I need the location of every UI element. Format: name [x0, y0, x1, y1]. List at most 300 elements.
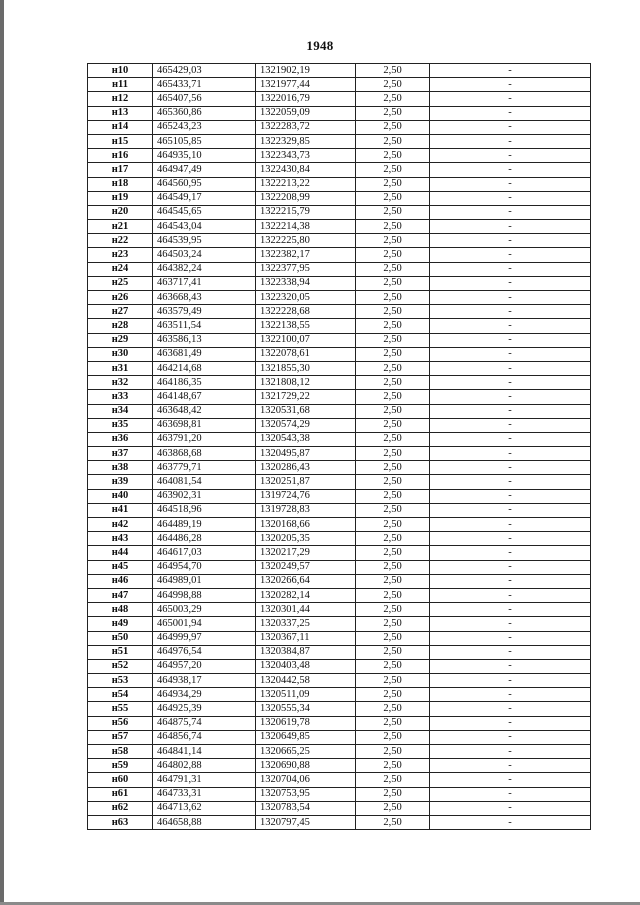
accuracy-cell: 2,50 [356, 248, 430, 262]
accuracy-cell: 2,50 [356, 361, 430, 375]
note-cell: - [430, 617, 591, 631]
accuracy-cell: 2,50 [356, 745, 430, 759]
y-coordinate-cell: 1320367,11 [256, 631, 356, 645]
accuracy-cell: 2,50 [356, 588, 430, 602]
y-coordinate-cell: 1320753,95 [256, 787, 356, 801]
y-coordinate-cell: 1322228,68 [256, 305, 356, 319]
accuracy-cell: 2,50 [356, 560, 430, 574]
x-coordinate-cell: 463579,49 [153, 305, 256, 319]
y-coordinate-cell: 1322208,99 [256, 191, 356, 205]
note-cell: - [430, 163, 591, 177]
note-cell: - [430, 546, 591, 560]
note-cell: - [430, 588, 591, 602]
x-coordinate-cell: 464382,24 [153, 262, 256, 276]
point-id-cell: н54 [88, 688, 153, 702]
y-coordinate-cell: 1321855,30 [256, 361, 356, 375]
table-row [88, 815, 591, 829]
y-coordinate-cell: 1320511,09 [256, 688, 356, 702]
x-coordinate-cell: 464925,39 [153, 702, 256, 716]
accuracy-cell: 2,50 [356, 291, 430, 305]
point-id-cell: н21 [88, 220, 153, 234]
y-coordinate-cell: 1322138,55 [256, 319, 356, 333]
table-row [88, 759, 591, 773]
x-coordinate-cell: 464791,31 [153, 773, 256, 787]
note-cell: - [430, 149, 591, 163]
table-row [88, 801, 591, 815]
accuracy-cell: 2,50 [356, 674, 430, 688]
point-id-cell: н19 [88, 191, 153, 205]
table-row [88, 262, 591, 276]
note-cell: - [430, 319, 591, 333]
point-id-cell: н45 [88, 560, 153, 574]
point-id-cell: н10 [88, 64, 153, 78]
table-row [88, 503, 591, 517]
point-id-cell: н63 [88, 815, 153, 829]
note-cell: - [430, 787, 591, 801]
accuracy-cell: 2,50 [356, 163, 430, 177]
note-cell: - [430, 475, 591, 489]
table-row [88, 645, 591, 659]
point-id-cell: н49 [88, 617, 153, 631]
note-cell: - [430, 532, 591, 546]
x-coordinate-cell: 464503,24 [153, 248, 256, 262]
table-row [88, 659, 591, 673]
x-coordinate-cell: 464934,29 [153, 688, 256, 702]
point-id-cell: н25 [88, 276, 153, 290]
table-row [88, 78, 591, 92]
y-coordinate-cell: 1320704,06 [256, 773, 356, 787]
table-row [88, 120, 591, 134]
point-id-cell: н53 [88, 674, 153, 688]
point-id-cell: н17 [88, 163, 153, 177]
y-coordinate-cell: 1321977,44 [256, 78, 356, 92]
x-coordinate-cell: 464733,31 [153, 787, 256, 801]
accuracy-cell: 2,50 [356, 418, 430, 432]
accuracy-cell: 2,50 [356, 461, 430, 475]
y-coordinate-cell: 1320217,29 [256, 546, 356, 560]
table-row [88, 347, 591, 361]
y-coordinate-cell: 1322320,05 [256, 291, 356, 305]
y-coordinate-cell: 1320531,68 [256, 404, 356, 418]
y-coordinate-cell: 1321729,22 [256, 390, 356, 404]
y-coordinate-cell: 1320251,87 [256, 475, 356, 489]
accuracy-cell: 2,50 [356, 716, 430, 730]
point-id-cell: н13 [88, 106, 153, 120]
accuracy-cell: 2,50 [356, 518, 430, 532]
table-row [88, 134, 591, 148]
point-id-cell: н24 [88, 262, 153, 276]
y-coordinate-cell: 1320495,87 [256, 447, 356, 461]
accuracy-cell: 2,50 [356, 319, 430, 333]
accuracy-cell: 2,50 [356, 787, 430, 801]
accuracy-cell: 2,50 [356, 305, 430, 319]
note-cell: - [430, 333, 591, 347]
note-cell: - [430, 276, 591, 290]
accuracy-cell: 2,50 [356, 574, 430, 588]
table-row [88, 191, 591, 205]
note-cell: - [430, 376, 591, 390]
y-coordinate-cell: 1322016,79 [256, 92, 356, 106]
accuracy-cell: 2,50 [356, 645, 430, 659]
point-id-cell: н22 [88, 234, 153, 248]
x-coordinate-cell: 465105,85 [153, 134, 256, 148]
note-cell: - [430, 205, 591, 219]
x-coordinate-cell: 464518,96 [153, 503, 256, 517]
accuracy-cell: 2,50 [356, 149, 430, 163]
y-coordinate-cell: 1320266,64 [256, 574, 356, 588]
point-id-cell: н44 [88, 546, 153, 560]
note-cell: - [430, 234, 591, 248]
table-row [88, 220, 591, 234]
note-cell: - [430, 177, 591, 191]
table-row [88, 319, 591, 333]
point-id-cell: н46 [88, 574, 153, 588]
point-id-cell: н11 [88, 78, 153, 92]
table-row [88, 773, 591, 787]
note-cell: - [430, 248, 591, 262]
note-cell: - [430, 759, 591, 773]
table-row [88, 234, 591, 248]
y-coordinate-cell: 1320574,29 [256, 418, 356, 432]
note-cell: - [430, 390, 591, 404]
x-coordinate-cell: 464549,17 [153, 191, 256, 205]
y-coordinate-cell: 1322338,94 [256, 276, 356, 290]
accuracy-cell: 2,50 [356, 688, 430, 702]
note-cell: - [430, 773, 591, 787]
x-coordinate-cell: 465360,86 [153, 106, 256, 120]
x-coordinate-cell: 463791,20 [153, 432, 256, 446]
accuracy-cell: 2,50 [356, 730, 430, 744]
x-coordinate-cell: 463868,68 [153, 447, 256, 461]
note-cell: - [430, 645, 591, 659]
accuracy-cell: 2,50 [356, 432, 430, 446]
y-coordinate-cell: 1322343,73 [256, 149, 356, 163]
point-id-cell: н55 [88, 702, 153, 716]
accuracy-cell: 2,50 [356, 376, 430, 390]
y-coordinate-cell: 1319728,83 [256, 503, 356, 517]
accuracy-cell: 2,50 [356, 92, 430, 106]
x-coordinate-cell: 465243,23 [153, 120, 256, 134]
table-row [88, 333, 591, 347]
x-coordinate-cell: 464486,28 [153, 532, 256, 546]
point-id-cell: н48 [88, 603, 153, 617]
table-row [88, 276, 591, 290]
accuracy-cell: 2,50 [356, 120, 430, 134]
accuracy-cell: 2,50 [356, 106, 430, 120]
x-coordinate-cell: 464545,65 [153, 205, 256, 219]
note-cell: - [430, 106, 591, 120]
x-coordinate-cell: 463717,41 [153, 276, 256, 290]
note-cell: - [430, 489, 591, 503]
note-cell: - [430, 291, 591, 305]
x-coordinate-cell: 465001,94 [153, 617, 256, 631]
table-row [88, 177, 591, 191]
point-id-cell: н57 [88, 730, 153, 744]
point-id-cell: н39 [88, 475, 153, 489]
y-coordinate-cell: 1322059,09 [256, 106, 356, 120]
point-id-cell: н59 [88, 759, 153, 773]
y-coordinate-cell: 1320543,38 [256, 432, 356, 446]
point-id-cell: н12 [88, 92, 153, 106]
table-row [88, 418, 591, 432]
x-coordinate-cell: 463511,54 [153, 319, 256, 333]
point-id-cell: н56 [88, 716, 153, 730]
y-coordinate-cell: 1322430,84 [256, 163, 356, 177]
table-row [88, 688, 591, 702]
coordinates-table [87, 63, 591, 830]
table-row [88, 361, 591, 375]
page-number: 1948 [306, 38, 334, 53]
y-coordinate-cell: 1320442,58 [256, 674, 356, 688]
note-cell: - [430, 78, 591, 92]
table-row [88, 291, 591, 305]
point-id-cell: н31 [88, 361, 153, 375]
table-row [88, 475, 591, 489]
table-row [88, 702, 591, 716]
x-coordinate-cell: 464999,97 [153, 631, 256, 645]
x-coordinate-cell: 463648,42 [153, 404, 256, 418]
point-id-cell: н16 [88, 149, 153, 163]
y-coordinate-cell: 1320649,85 [256, 730, 356, 744]
x-coordinate-cell: 463902,31 [153, 489, 256, 503]
accuracy-cell: 2,50 [356, 191, 430, 205]
y-coordinate-cell: 1322213,22 [256, 177, 356, 191]
table-row [88, 560, 591, 574]
note-cell: - [430, 688, 591, 702]
table-row [88, 631, 591, 645]
y-coordinate-cell: 1320286,43 [256, 461, 356, 475]
note-cell: - [430, 262, 591, 276]
note-cell: - [430, 404, 591, 418]
accuracy-cell: 2,50 [356, 78, 430, 92]
point-id-cell: н43 [88, 532, 153, 546]
table-row [88, 305, 591, 319]
note-cell: - [430, 801, 591, 815]
accuracy-cell: 2,50 [356, 702, 430, 716]
x-coordinate-cell: 464148,67 [153, 390, 256, 404]
note-cell: - [430, 347, 591, 361]
table-row [88, 404, 591, 418]
table-row [88, 64, 591, 78]
x-coordinate-cell: 464989,01 [153, 574, 256, 588]
point-id-cell: н18 [88, 177, 153, 191]
y-coordinate-cell: 1320168,66 [256, 518, 356, 532]
table-row [88, 574, 591, 588]
y-coordinate-cell: 1320301,44 [256, 603, 356, 617]
y-coordinate-cell: 1320665,25 [256, 745, 356, 759]
point-id-cell: н30 [88, 347, 153, 361]
point-id-cell: н27 [88, 305, 153, 319]
accuracy-cell: 2,50 [356, 220, 430, 234]
note-cell: - [430, 815, 591, 829]
table-row [88, 787, 591, 801]
table-row [88, 432, 591, 446]
point-id-cell: н47 [88, 588, 153, 602]
point-id-cell: н58 [88, 745, 153, 759]
note-cell: - [430, 659, 591, 673]
point-id-cell: н62 [88, 801, 153, 815]
table-row [88, 674, 591, 688]
table-row [88, 603, 591, 617]
point-id-cell: н29 [88, 333, 153, 347]
point-id-cell: н26 [88, 291, 153, 305]
table-row [88, 390, 591, 404]
x-coordinate-cell: 464802,88 [153, 759, 256, 773]
accuracy-cell: 2,50 [356, 503, 430, 517]
note-cell: - [430, 461, 591, 475]
table-row [88, 617, 591, 631]
point-id-cell: н60 [88, 773, 153, 787]
note-cell: - [430, 745, 591, 759]
scan-left-edge [0, 0, 4, 905]
table-row [88, 163, 591, 177]
point-id-cell: н33 [88, 390, 153, 404]
point-id-cell: н50 [88, 631, 153, 645]
y-coordinate-cell: 1322283,72 [256, 120, 356, 134]
x-coordinate-cell: 463668,43 [153, 291, 256, 305]
table-row [88, 447, 591, 461]
x-coordinate-cell: 465003,29 [153, 603, 256, 617]
note-cell: - [430, 361, 591, 375]
y-coordinate-cell: 1322078,61 [256, 347, 356, 361]
y-coordinate-cell: 1320690,88 [256, 759, 356, 773]
table-row [88, 730, 591, 744]
accuracy-cell: 2,50 [356, 205, 430, 219]
x-coordinate-cell: 464976,54 [153, 645, 256, 659]
x-coordinate-cell: 464935,10 [153, 149, 256, 163]
table-row [88, 588, 591, 602]
accuracy-cell: 2,50 [356, 64, 430, 78]
x-coordinate-cell: 464081,54 [153, 475, 256, 489]
x-coordinate-cell: 465433,71 [153, 78, 256, 92]
table-row [88, 745, 591, 759]
x-coordinate-cell: 463698,81 [153, 418, 256, 432]
note-cell: - [430, 418, 591, 432]
accuracy-cell: 2,50 [356, 546, 430, 560]
y-coordinate-cell: 1319724,76 [256, 489, 356, 503]
note-cell: - [430, 305, 591, 319]
coordinates-table-body [88, 64, 591, 830]
x-coordinate-cell: 464560,95 [153, 177, 256, 191]
point-id-cell: н40 [88, 489, 153, 503]
point-id-cell: н23 [88, 248, 153, 262]
x-coordinate-cell: 464947,49 [153, 163, 256, 177]
y-coordinate-cell: 1322100,07 [256, 333, 356, 347]
table-row [88, 205, 591, 219]
x-coordinate-cell: 464543,04 [153, 220, 256, 234]
y-coordinate-cell: 1322215,79 [256, 205, 356, 219]
table-row [88, 489, 591, 503]
x-coordinate-cell: 464186,35 [153, 376, 256, 390]
table-row [88, 248, 591, 262]
y-coordinate-cell: 1320797,45 [256, 815, 356, 829]
y-coordinate-cell: 1320249,57 [256, 560, 356, 574]
point-id-cell: н15 [88, 134, 153, 148]
accuracy-cell: 2,50 [356, 447, 430, 461]
y-coordinate-cell: 1320282,14 [256, 588, 356, 602]
point-id-cell: н41 [88, 503, 153, 517]
x-coordinate-cell: 463681,49 [153, 347, 256, 361]
x-coordinate-cell: 464539,95 [153, 234, 256, 248]
x-coordinate-cell: 464875,74 [153, 716, 256, 730]
accuracy-cell: 2,50 [356, 759, 430, 773]
x-coordinate-cell: 464938,17 [153, 674, 256, 688]
x-coordinate-cell: 464954,70 [153, 560, 256, 574]
x-coordinate-cell: 464998,88 [153, 588, 256, 602]
note-cell: - [430, 574, 591, 588]
point-id-cell: н28 [88, 319, 153, 333]
x-coordinate-cell: 464617,03 [153, 546, 256, 560]
accuracy-cell: 2,50 [356, 404, 430, 418]
point-id-cell: н34 [88, 404, 153, 418]
table-row [88, 546, 591, 560]
y-coordinate-cell: 1320384,87 [256, 645, 356, 659]
x-coordinate-cell: 464658,88 [153, 815, 256, 829]
x-coordinate-cell: 464713,62 [153, 801, 256, 815]
table-row [88, 461, 591, 475]
x-coordinate-cell: 465407,56 [153, 92, 256, 106]
y-coordinate-cell: 1322214,38 [256, 220, 356, 234]
table-row [88, 106, 591, 120]
note-cell: - [430, 631, 591, 645]
y-coordinate-cell: 1320619,78 [256, 716, 356, 730]
y-coordinate-cell: 1322382,17 [256, 248, 356, 262]
point-id-cell: н52 [88, 659, 153, 673]
point-id-cell: н42 [88, 518, 153, 532]
accuracy-cell: 2,50 [356, 276, 430, 290]
point-id-cell: н61 [88, 787, 153, 801]
x-coordinate-cell: 464489,19 [153, 518, 256, 532]
x-coordinate-cell: 464841,14 [153, 745, 256, 759]
y-coordinate-cell: 1320555,34 [256, 702, 356, 716]
note-cell: - [430, 120, 591, 134]
y-coordinate-cell: 1322329,85 [256, 134, 356, 148]
accuracy-cell: 2,50 [356, 475, 430, 489]
point-id-cell: н20 [88, 205, 153, 219]
accuracy-cell: 2,50 [356, 177, 430, 191]
accuracy-cell: 2,50 [356, 532, 430, 546]
y-coordinate-cell: 1320337,25 [256, 617, 356, 631]
accuracy-cell: 2,50 [356, 631, 430, 645]
note-cell: - [430, 432, 591, 446]
table-row [88, 716, 591, 730]
accuracy-cell: 2,50 [356, 262, 430, 276]
note-cell: - [430, 518, 591, 532]
note-cell: - [430, 702, 591, 716]
point-id-cell: н14 [88, 120, 153, 134]
accuracy-cell: 2,50 [356, 134, 430, 148]
point-id-cell: н38 [88, 461, 153, 475]
note-cell: - [430, 560, 591, 574]
note-cell: - [430, 191, 591, 205]
y-coordinate-cell: 1321808,12 [256, 376, 356, 390]
x-coordinate-cell: 464214,68 [153, 361, 256, 375]
x-coordinate-cell: 464957,20 [153, 659, 256, 673]
accuracy-cell: 2,50 [356, 773, 430, 787]
accuracy-cell: 2,50 [356, 801, 430, 815]
y-coordinate-cell: 1321902,19 [256, 64, 356, 78]
x-coordinate-cell: 464856,74 [153, 730, 256, 744]
y-coordinate-cell: 1322377,95 [256, 262, 356, 276]
accuracy-cell: 2,50 [356, 234, 430, 248]
y-coordinate-cell: 1320403,48 [256, 659, 356, 673]
point-id-cell: н35 [88, 418, 153, 432]
y-coordinate-cell: 1320783,54 [256, 801, 356, 815]
note-cell: - [430, 716, 591, 730]
accuracy-cell: 2,50 [356, 489, 430, 503]
y-coordinate-cell: 1320205,35 [256, 532, 356, 546]
accuracy-cell: 2,50 [356, 390, 430, 404]
